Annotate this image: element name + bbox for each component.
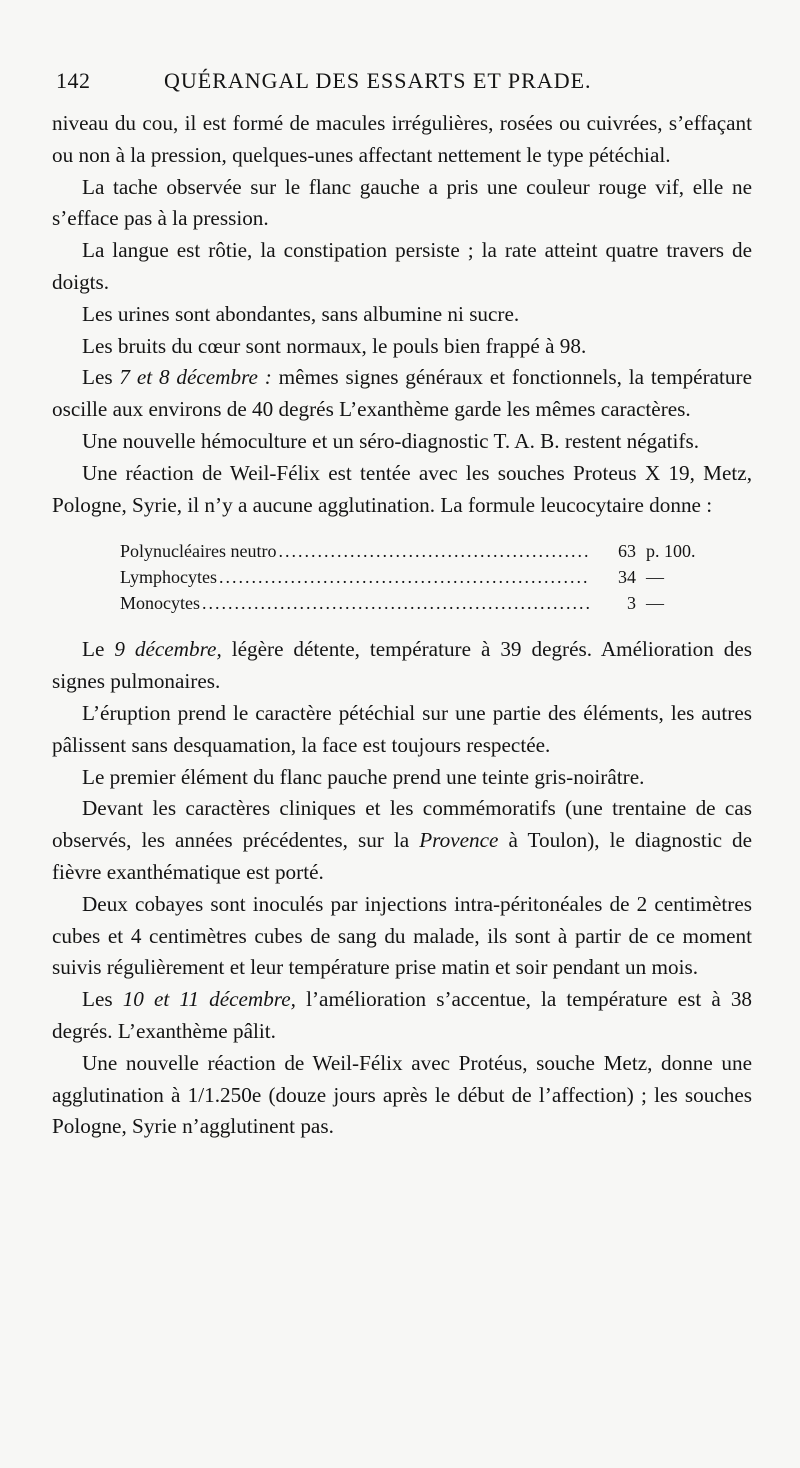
formula-value: 63	[618, 541, 636, 562]
paragraph-rest: mêmes signes généraux et fonctionnels, la température oscille aux environs de 40 degrés L’exanthème garde les mêmes caractères.	[52, 365, 752, 422]
ship-name: Provence	[419, 828, 499, 853]
paragraph-heart: Les bruits du cœur sont normaux, le pouls bien frappé à 98.	[82, 333, 587, 358]
paragraph-agglutination: Une nouvelle réaction de Weil-Félix avec Protéus, souche Metz, donne une agglutination à 1/1.250e (douze jours après le début de l’affection) ; les souches Pologne, Syrie n’agglutinent pas.	[52, 1050, 752, 1139]
formula-row	[120, 590, 716, 616]
paragraph-hemoculture: Une nouvelle hémoculture et un séro-diagnostic T. A. B. restent négatifs.	[82, 428, 700, 453]
paragraph-diagnosis	[52, 793, 752, 888]
formula-label: Polynucléaires neutro	[120, 541, 277, 562]
paragraph-flank-spot: La tache observée sur le flanc gauche a pris une couleur rouge vif, elle ne s’efface pas à la pression.	[52, 174, 752, 231]
running-head	[52, 68, 752, 108]
leader-dots	[219, 564, 590, 590]
paragraph-eruption: L’éruption prend le caractère pétéchial sur une partie des éléments, les autres pâlissent sans desquamation, la face est toujours respectée.	[52, 700, 752, 757]
paragraph-tongue: La langue est rôtie, la constipation persiste ; la rate atteint quatre travers de doigts.	[52, 238, 752, 294]
formula-label: Lymphocytes	[120, 567, 217, 588]
paragraph-text: à Toulon), le diagnostic de fièvre exanthématique est porté.	[52, 828, 753, 884]
date-label: 9 décembre,	[114, 637, 222, 662]
formula-label: Monocytes	[120, 593, 200, 614]
leader-dots	[202, 590, 590, 616]
formula-value: 34	[618, 567, 636, 588]
paragraph-rest: l’amélioration s’accentue, la température est à 38 degrés. L’exanthème pâlit.	[52, 987, 753, 1043]
date-label: 10 et 11 décembre,	[122, 987, 296, 1012]
paragraph-urine: Les urines sont abondantes, sans albumine ni sucre.	[82, 301, 520, 326]
formula-unit: p. 100.	[646, 541, 696, 562]
paragraph-lead: Le	[82, 637, 105, 662]
formula-unit: —	[646, 593, 664, 614]
formula-unit: —	[646, 567, 664, 588]
date-label: 7 et 8 décembre :	[119, 365, 272, 390]
leukocyte-formula-table	[120, 538, 716, 616]
paragraph-dec-10-11	[52, 984, 752, 1048]
paragraph-dec-7-8	[52, 362, 752, 426]
paragraph-lead: Les	[82, 987, 113, 1012]
book-page	[52, 68, 752, 1143]
paragraph-guinea-pigs: Deux cobayes sont inoculés par injections intra-péritonéales de 2 centimètres cubes et 4 centimètres cubes de sang du malade, ils sont à partir de ce moment suivis régulièrement et leur température prise matin et soir pendant un mois.	[52, 891, 752, 980]
paragraph-first-element: Le premier élément du flanc pauche prend une teinte gris-noirâtre.	[82, 764, 645, 789]
paragraph-continued: niveau du cou, il est formé de macules irrégulières, rosées ou cuivrées, s’effaçant ou non à la pression, quelques-unes affectant nettement le type pétéchial.	[52, 111, 752, 167]
paragraph-text: Devant les caractères cliniques et les commémoratifs (une trentaine de cas observés, les années précédentes, sur la	[52, 796, 752, 853]
running-title: QUÉRANGAL DES ESSARTS ET PRADE.	[164, 68, 592, 93]
page-number: 142	[56, 68, 91, 93]
formula-row	[120, 538, 716, 564]
paragraph-rest: légère détente, température à 39 degrés. Amélioration des signes pulmonaires.	[52, 637, 753, 694]
formula-row	[120, 564, 716, 590]
leader-dots	[278, 538, 590, 564]
paragraph-lead: Les	[82, 365, 113, 390]
paragraph-weil-felix: Une réaction de Weil-Félix est tentée avec les souches Proteus X 19, Metz, Pologne, Syrie, il n’y a aucune agglutination. La formule leucocytaire donne :	[52, 460, 752, 517]
paragraph-dec-9	[52, 634, 752, 698]
body-text	[52, 108, 752, 1143]
formula-value: 3	[627, 593, 636, 614]
